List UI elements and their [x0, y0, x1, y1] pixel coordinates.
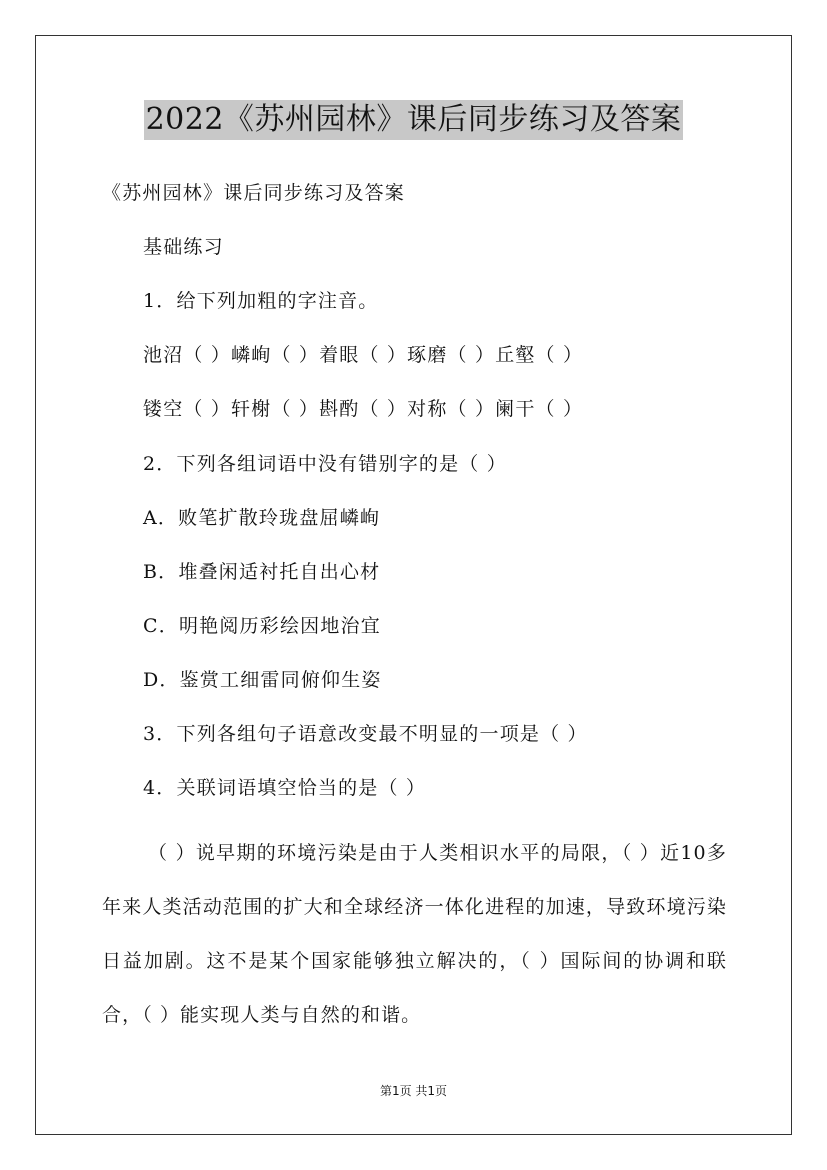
question-2-option-b: B．堆叠闲适衬托自出心材 — [143, 561, 381, 583]
section-heading: 基础练习 — [143, 236, 224, 258]
question-3: 3．下列各组句子语意改变最不明显的一项是（ ） — [143, 723, 588, 745]
question-4-passage: （ ）说早期的环境污染是由于人类相识水平的局限，（ ）近10多年来人类活动范围的扩大和全球经济一体化进程的加速，导致环境污染日益加剧。这不是某个国家能够独立解决的，（ ）国际间的协调和联合，（ ）能实现人类与自然的和谐。 — [102, 842, 727, 1026]
question-1: 1．给下列加粗的字注音。 — [143, 290, 379, 312]
question-2-option-c: C．明艳阅历彩绘因地治宜 — [143, 615, 381, 637]
subtitle: 《苏州园林》课后同步练习及答案 — [102, 182, 406, 204]
question-1-row-2: 镂空（ ）轩榭（ ）斟酌（ ）对称（ ）阑干（ ） — [143, 398, 584, 420]
title-container — [0, 100, 827, 140]
question-2-option-a: A．败笔扩散玲珑盘屈嶙峋 — [143, 507, 381, 529]
document-title: 2022《苏州园林》课后同步练习及答案 — [144, 100, 684, 140]
page-footer: 第1页 共1页 — [379, 1084, 448, 1098]
question-2-option-d: D．鉴赏工细雷同俯仰生姿 — [143, 669, 382, 691]
question-4: 4．关联词语填空恰当的是（ ） — [143, 777, 427, 799]
question-2: 2．下列各组词语中没有错别字的是（ ） — [143, 453, 507, 475]
question-1-row-1: 池沼（ ）嶙峋（ ）着眼（ ）琢磨（ ）丘壑（ ） — [143, 344, 584, 366]
